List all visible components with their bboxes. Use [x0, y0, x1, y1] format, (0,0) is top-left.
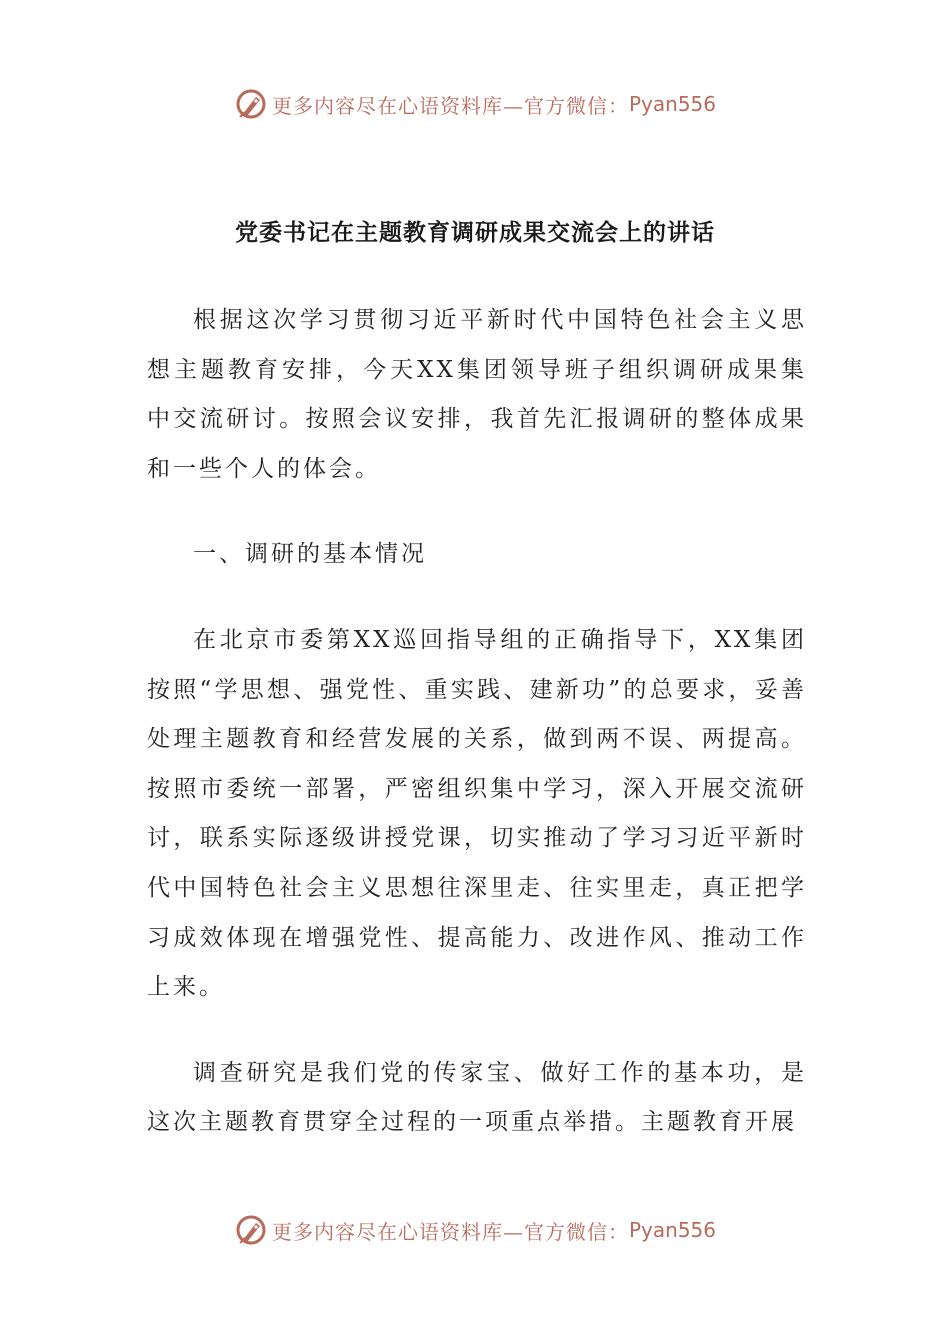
watermark-text: 更多内容尽在心语资料库—官方微信：: [271, 93, 629, 118]
document-body: [147, 296, 807, 1148]
wechat-handle: Pyan556: [628, 92, 716, 116]
paragraph: 根据这次学习贯彻习近平新时代中国特色社会主义思想主题教育安排，今天XX集团领导班子组织调研成果集中交流研讨。按照会议安排，我首先汇报调研的整体成果和一些个人的体会。: [147, 307, 807, 482]
section-heading: 一、调研的基本情况: [193, 541, 427, 568]
pen-nib-logo-icon: [234, 87, 268, 121]
paragraph: 在北京市委第XX巡回指导组的正确指导下，XX集团按照“学思想、强党性、重实践、建新功”的总要求，妥善处理主题教育和经营发展的关系，做到两不误、两提高。按照市委统一部署，严密组织集中学习，深入开展交流研讨，联系实际逐级讲授党课，切实推动了学习习近平新时代中国特色社会主义思想往深里走、往实里走，真正把学习成效体现在增强党性、提高能力、改进作风、推动工作上来。: [147, 626, 807, 1001]
footer-watermark-banner: [0, 1210, 950, 1250]
document-title: 党委书记在主题教育调研成果交流会上的讲话: [235, 220, 715, 246]
paragraph: 调查研究是我们党的传家宝、做好工作的基本功，是这次主题教育贯穿全过程的一项重点举措。主题教育开展: [147, 1059, 807, 1136]
wechat-handle: Pyan556: [628, 1218, 716, 1242]
pen-nib-logo-icon: [234, 1213, 268, 1247]
watermark-text: 更多内容尽在心语资料库—官方微信：: [271, 1219, 629, 1244]
header-watermark-banner: [0, 84, 950, 124]
